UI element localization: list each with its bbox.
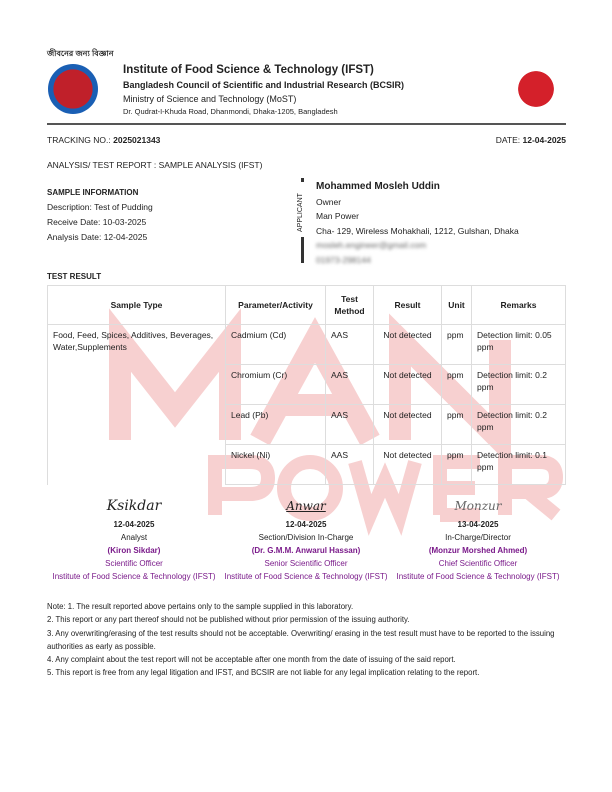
applicant-email: mosleh.engineer@gmail.com (316, 240, 427, 250)
unit-cell: ppm (442, 325, 472, 365)
remarks-cell: Detection limit: 0.2 ppm (472, 405, 566, 445)
signatory-org: Institute of Food Science & Technology (IFST) (396, 572, 560, 581)
column-header: Remarks (472, 286, 566, 325)
applicant-company: Man Power (316, 211, 359, 221)
parameter-cell: Cadmium (Cd) (226, 325, 326, 365)
note-item: 5. This report is free from any legal litigation and IFST, and BCSIR are not liable for any legal implication relating to the report. (47, 668, 480, 678)
method-cell: AAS (326, 445, 374, 485)
result-cell: Not detected (374, 405, 442, 445)
council-name: Bangladesh Council of Scientific and Industrial Research (BCSIR) (123, 80, 405, 90)
remarks-cell: Detection limit: 0.2 ppm (472, 365, 566, 405)
applicant-bar-top (301, 178, 304, 182)
signatory-position: Senior Scientific Officer (264, 559, 348, 568)
signatory-org: Institute of Food Science & Technology (IFST) (224, 572, 388, 581)
signature-role: In-Charge/Director (445, 533, 511, 542)
result-cell: Not detected (374, 325, 442, 365)
date-label: DATE: (495, 135, 521, 145)
institute-address: Dr. Qudrat-I-Khuda Road, Dhanmondi, Dhaka-1205, Bangladesh (123, 107, 338, 116)
applicant-bar-bottom (301, 237, 304, 263)
column-header: Result (374, 286, 442, 325)
parameter-cell: Lead (Pb) (226, 405, 326, 445)
note-item: 4. Any complaint about the test report will not be acceptable after one month from the date of issuing of the said report. (47, 655, 456, 665)
signatory-org: Institute of Food Science & Technology (IFST) (52, 572, 216, 581)
applicant-address: Cha- 129, Wireless Mohakhali, 1212, Gulshan, Dhaka (316, 225, 519, 236)
signature-image: Ksikdar (106, 498, 162, 514)
parameter-cell: Chromium (Cr) (226, 365, 326, 405)
method-cell: AAS (326, 365, 374, 405)
applicant-label: APPLICANT (297, 193, 304, 232)
test-result-table (47, 285, 566, 485)
tagline: জীবনের জন্য বিজ্ঞান (47, 49, 114, 58)
signature-image: Monzur (454, 499, 502, 513)
signature-date: 12-04-2025 (285, 520, 327, 529)
column-header: Test Method (326, 286, 374, 325)
signature-section-incharge (220, 494, 392, 583)
signature-image: Anwar (286, 499, 326, 513)
applicant-name: Mohammed Mosleh Uddin (316, 181, 440, 192)
result-cell: Not detected (374, 445, 442, 485)
note-item: 3. Any overwriting/erasing of the test results should not be acceptable. Overwriting/ erasing in the test result must have to be reported to the issuing authorities as early as possible. (47, 628, 555, 651)
header-divider (47, 123, 566, 125)
column-header: Sample Type (48, 286, 226, 325)
parameter-cell: Nickel (Ni) (226, 445, 326, 485)
signature-analyst (48, 494, 220, 583)
result-cell: Not detected (374, 365, 442, 405)
tracking-label: TRACKING NO.: (47, 135, 111, 145)
unit-cell: ppm (442, 365, 472, 405)
signatory-name: (Dr. G.M.M. Anwarul Hassan) (251, 546, 361, 555)
table-header-row (48, 286, 566, 325)
notes (47, 600, 571, 680)
ministry-name: Ministry of Science and Technology (MoST) (123, 94, 297, 104)
signatory-position: Scientific Officer (105, 559, 163, 568)
unit-cell: ppm (442, 445, 472, 485)
signatory-name: (Kiron Sikdar) (107, 546, 161, 555)
signatory-name: (Monzur Morshed Ahmed) (428, 546, 528, 555)
unit-cell: ppm (442, 405, 472, 445)
test-result-heading: TEST RESULT (47, 272, 102, 281)
tracking-number (47, 135, 160, 145)
signature-date: 13-04-2025 (457, 520, 499, 529)
remarks-cell: Detection limit: 0.05 ppm (472, 325, 566, 365)
analysis-date: Analysis Date: 12-04-2025 (47, 232, 148, 242)
sample-heading: SAMPLE INFORMATION (47, 188, 139, 197)
sample-description: Description: Test of Pudding (47, 202, 153, 212)
signature-director (392, 494, 564, 583)
column-header: Unit (442, 286, 472, 325)
table-row (48, 325, 566, 365)
government-seal (511, 64, 561, 114)
tracking-value: 2025021343 (113, 135, 161, 145)
method-cell: AAS (326, 325, 374, 365)
applicant-title: Owner (316, 196, 342, 207)
report-title: ANALYSIS/ TEST REPORT : SAMPLE ANALYSIS (IFST) (47, 160, 263, 170)
signatory-position: Chief Scientific Officer (438, 559, 518, 568)
applicant-info (316, 180, 566, 267)
signature-role: Section/Division In-Charge (258, 533, 354, 542)
report-date (496, 135, 566, 145)
sample-type-cell: Food, Feed, Spices, Additives, Beverages, Water,Supplements (48, 325, 226, 485)
signature-date: 12-04-2025 (113, 520, 155, 529)
date-value: 12-04-2025 (522, 135, 566, 145)
signature-role: Analyst (120, 533, 148, 542)
sample-information (47, 185, 287, 245)
bcsir-logo (48, 64, 98, 114)
receive-date: Receive Date: 10-03-2025 (47, 217, 147, 227)
applicant-phone: 01973-298144 (316, 254, 371, 265)
institute-name: Institute of Food Science & Technology (IFST) (123, 64, 374, 76)
method-cell: AAS (326, 405, 374, 445)
note-item: Note: 1. The result reported above pertains only to the sample supplied in this laboratory. (47, 602, 354, 611)
remarks-cell: Detection limit: 0.1 ppm (472, 445, 566, 485)
note-item: 2. This report or any part thereof should not be published without prior permission of the issuing authority. (47, 615, 410, 625)
column-header: Parameter/Activity (226, 286, 326, 325)
